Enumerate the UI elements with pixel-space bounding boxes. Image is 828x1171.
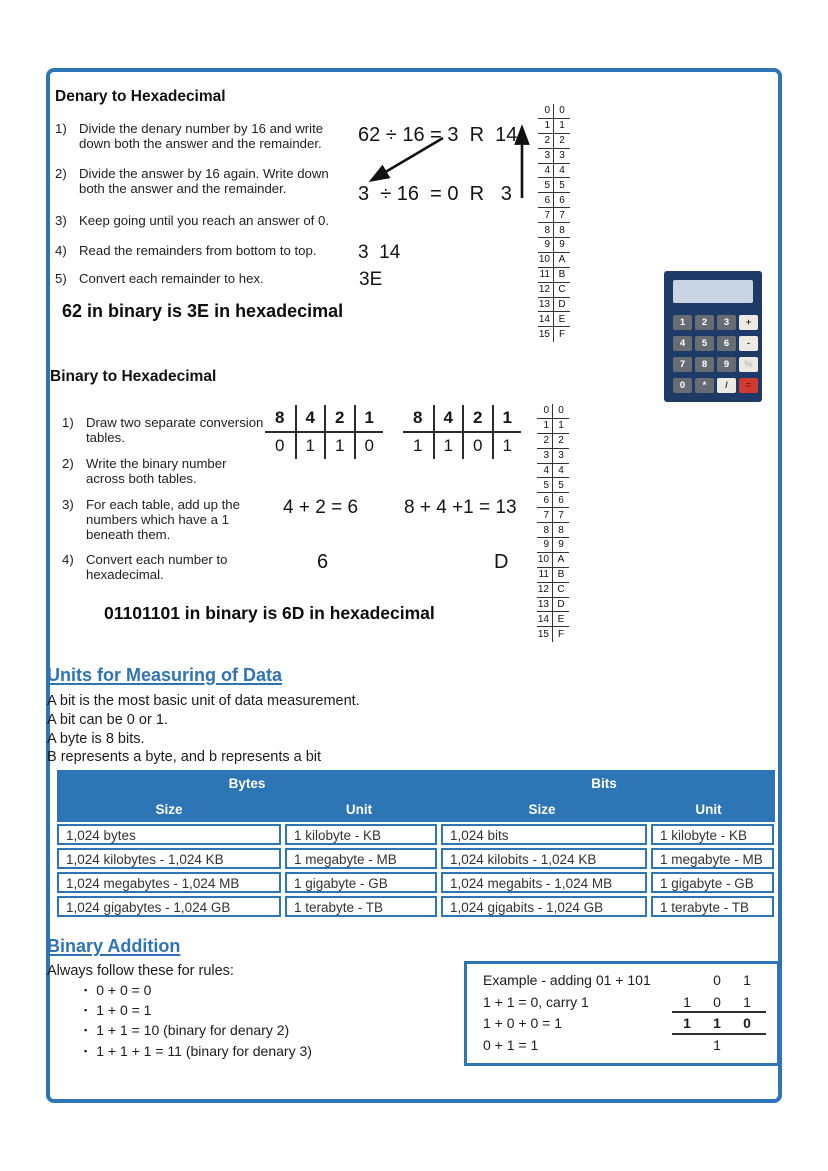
hex-value: C	[558, 284, 566, 296]
hex-row	[538, 178, 570, 193]
hex-row	[538, 238, 570, 253]
hex-row	[537, 627, 569, 642]
dec-value: 2	[538, 134, 554, 148]
division-equation-2: 3 ÷ 16 = 0 R 3	[358, 183, 512, 205]
hex-row	[538, 104, 570, 119]
step-text: Convert each remainder to hex.	[79, 271, 264, 286]
units-line: B represents a byte, and b represents a bit	[47, 749, 322, 766]
dec-value: 6	[538, 193, 554, 207]
units-table	[57, 770, 775, 917]
dec-value: 3	[538, 149, 554, 163]
calc-key: +	[739, 315, 758, 330]
hex-value: 1	[558, 420, 564, 432]
step-number: 4)	[55, 243, 67, 258]
hex-row	[538, 312, 570, 327]
conversion-table-b	[403, 405, 521, 459]
hex-value: 0	[558, 405, 564, 417]
calc-key: 9	[717, 357, 736, 372]
units-line: A bit is the most basic unit of data measurement.	[47, 693, 360, 709]
addend-row-1	[672, 970, 766, 992]
hex-row	[538, 283, 570, 298]
hex-value: 9	[559, 239, 565, 251]
step-text: Keep going until you reach an answer of 0.	[79, 213, 329, 228]
hex-value: 8	[558, 524, 564, 536]
units-line: A bit can be 0 or 1.	[47, 711, 168, 728]
sum-a: 4 + 2 = 6	[283, 497, 359, 518]
dec-value: 1	[538, 119, 554, 133]
bit-value: 0	[462, 433, 492, 459]
dec-value: 8	[538, 223, 554, 237]
denary-conclusion: 62 in binary is 3E in hexadecimal	[62, 301, 344, 321]
hex-value: 9	[558, 539, 564, 551]
hex-value: 5	[558, 479, 564, 491]
hex-row	[538, 134, 570, 149]
addition-rule-1	[84, 982, 151, 998]
table-cell: 1 kilobyte - KB	[285, 824, 437, 845]
step-text: Read the remainders from bottom to top.	[79, 243, 317, 258]
bullet-icon: ▪	[84, 1046, 88, 1056]
bit-value: 1	[413, 436, 423, 455]
table-cell: 1 terabyte - TB	[285, 896, 437, 917]
calculator-display	[673, 280, 753, 303]
hex-result-line: 3E	[359, 269, 383, 290]
addition-intro: Always follow these for rules:	[47, 963, 234, 979]
hex-value: 2	[558, 435, 564, 447]
dec-value: 11	[538, 268, 554, 282]
step-number: 2)	[62, 456, 74, 471]
col-header-size: Size	[155, 801, 183, 817]
calc-key: 4	[673, 336, 692, 351]
example-explanation	[483, 970, 651, 1056]
hex-conversion-table-1	[538, 104, 570, 342]
result-row	[672, 1013, 766, 1035]
hex-value: B	[557, 569, 565, 581]
digit: 1	[743, 972, 751, 988]
denary-step-5	[55, 271, 355, 286]
denary-step-2	[55, 166, 355, 196]
hex-value: F	[557, 629, 565, 641]
example-line: Example - adding 01 + 101	[483, 972, 651, 988]
dec-value: 4	[537, 464, 553, 478]
step-number: 3)	[62, 497, 74, 512]
digit: 1	[683, 1015, 691, 1031]
calc-key: 8	[695, 357, 714, 372]
hex-value: 5	[559, 179, 565, 191]
dec-value: 8	[537, 523, 553, 537]
weight-2: 2	[462, 405, 492, 433]
digit: 0	[713, 993, 721, 1010]
units-table-body	[57, 824, 775, 917]
calc-key: %	[739, 357, 758, 372]
step-number: 2)	[55, 166, 67, 181]
hex-row	[538, 208, 570, 223]
addend-row-2	[672, 992, 766, 1014]
table-cell: 1,024 kilobits - 1,024 KB	[441, 848, 647, 869]
weight-8: 8	[265, 405, 295, 433]
units-intro-text	[47, 692, 360, 767]
denary-step-1	[55, 121, 355, 151]
addition-section-title: Binary Addition	[47, 936, 181, 956]
table-cell: 1 gigabyte - GB	[651, 872, 774, 893]
dec-value: 0	[538, 104, 554, 118]
hex-digit-a: 6	[317, 551, 329, 573]
table-cell: 1,024 gigabytes - 1,024 GB	[57, 896, 281, 917]
hex-row	[537, 612, 569, 627]
hex-value: D	[557, 599, 565, 611]
hex-row	[538, 268, 570, 283]
dec-value: 5	[538, 178, 554, 192]
hex-row	[538, 223, 570, 238]
binary-step-2	[62, 456, 264, 486]
addition-rule-2	[84, 1002, 151, 1018]
col-header-unit: Unit	[695, 801, 722, 817]
column-header-row	[57, 796, 775, 822]
hex-digit-b: D	[494, 551, 509, 573]
calc-key: /	[717, 378, 736, 393]
hex-value: 3	[559, 150, 565, 162]
dec-value: 12	[538, 283, 554, 297]
hex-row	[537, 538, 569, 553]
digit: 1	[713, 1015, 721, 1031]
dec-value: 15	[537, 627, 553, 642]
hex-value: F	[558, 329, 566, 341]
hex-row	[537, 523, 569, 538]
calc-key: 0	[673, 378, 692, 393]
hex-value: 6	[559, 194, 565, 206]
step-text: For each table, add up the numbers which have a 1 beneath them.	[86, 497, 240, 543]
sum-b: 8 + 4 +1 = 13	[404, 497, 517, 518]
hex-row	[537, 568, 569, 583]
hex-row	[538, 193, 570, 208]
hex-value: 7	[559, 209, 565, 221]
arrows-illustration	[352, 110, 537, 210]
calc-key: 1	[673, 315, 692, 330]
calc-key: =	[739, 378, 758, 393]
weight-4: 4	[295, 405, 325, 433]
bit-value: 0	[354, 433, 384, 459]
table-cell: 1,024 kilobytes - 1,024 KB	[57, 848, 281, 869]
conversion-table-a	[265, 405, 383, 459]
dec-value: 7	[537, 508, 553, 522]
hex-row	[538, 119, 570, 134]
hex-value: 4	[558, 465, 564, 476]
table-cell: 1 kilobyte - KB	[651, 824, 774, 845]
hex-value: 8	[559, 224, 565, 236]
hex-value: 7	[558, 509, 564, 521]
hex-row	[537, 419, 569, 434]
digit	[732, 1035, 762, 1057]
rule-text: 1 + 1 + 1 = 11 (binary for denary 3)	[96, 1043, 312, 1059]
dec-value: 9	[537, 538, 553, 552]
step-text: Convert each number to hexadecimal.	[86, 552, 228, 583]
bit-value: 1	[492, 433, 522, 459]
hex-value: D	[558, 299, 566, 311]
rule-text: 1 + 1 = 10 (binary for denary 2)	[96, 1022, 290, 1038]
hex-row	[538, 164, 570, 179]
table-cell: 1 megabyte - MB	[651, 848, 774, 869]
digit	[672, 1035, 702, 1057]
dec-value: 6	[537, 493, 553, 507]
dec-value: 12	[537, 583, 553, 597]
calc-key: 6	[717, 336, 736, 351]
hex-row	[538, 298, 570, 313]
hex-row	[537, 434, 569, 449]
table-cell: 1,024 megabytes - 1,024 MB	[57, 872, 281, 893]
dec-value: 5	[537, 478, 553, 492]
hex-conversion-table-2	[537, 404, 569, 642]
hex-row	[537, 508, 569, 523]
dec-value: 9	[538, 238, 554, 252]
example-line: 0 + 1 = 1	[483, 1036, 539, 1053]
weight-1: 1	[354, 405, 384, 433]
weight-8: 8	[403, 405, 433, 433]
addition-rule-4	[84, 1043, 312, 1059]
step-number: 5)	[55, 271, 67, 286]
rule-text: 1 + 0 = 1	[96, 1002, 152, 1018]
dec-value: 1	[537, 419, 553, 433]
example-line: 1 + 0 + 0 = 1	[483, 1015, 563, 1031]
denary-step-3	[55, 213, 355, 228]
dec-value: 14	[537, 612, 553, 626]
dec-value: 15	[538, 327, 554, 342]
hex-value: C	[557, 584, 565, 596]
hex-value: 4	[559, 165, 565, 176]
step-text: Write the binary number across both tables.	[86, 456, 227, 487]
bullet-icon: ▪	[84, 1025, 88, 1035]
hex-row	[537, 598, 569, 613]
weight-4: 4	[433, 405, 463, 433]
hex-value: 2	[559, 135, 565, 147]
bit-value: 1	[433, 433, 463, 459]
hex-row	[537, 553, 569, 568]
step-text: Draw two separate conversion tables.	[86, 415, 264, 446]
hex-value: 1	[559, 120, 565, 132]
hex-value: B	[558, 269, 566, 281]
calc-key: 3	[717, 315, 736, 330]
dec-value: 13	[537, 598, 553, 612]
hex-value: 0	[559, 105, 565, 117]
step-number: 1)	[62, 415, 74, 430]
units-section-title: Units for Measuring of Data	[47, 665, 283, 685]
units-line: A byte is 8 bits.	[47, 730, 145, 747]
digit: 0	[713, 972, 721, 988]
carry-digit: 1	[713, 1036, 721, 1053]
group-header-bytes: Bytes	[228, 775, 266, 791]
dec-value: 4	[538, 164, 554, 178]
binary-section-title: Binary to Hexadecimal	[50, 368, 217, 385]
example-line: 1 + 1 = 0, carry 1	[483, 993, 589, 1010]
hex-value: A	[558, 254, 566, 266]
calculator-illustration	[664, 271, 762, 402]
binary-step-4	[62, 552, 264, 582]
division-equation-1: 62 ÷ 16 = 3 R 14	[358, 124, 518, 146]
table-cell: 1 terabyte - TB	[651, 896, 774, 917]
hex-row	[538, 253, 570, 268]
denary-step-4	[55, 243, 355, 258]
calc-key: *	[695, 378, 714, 393]
dec-value: 10	[537, 553, 553, 567]
table-cell: 1 gigabyte - GB	[285, 872, 437, 893]
dec-value: 3	[537, 449, 553, 463]
hex-row	[537, 464, 569, 479]
hex-row	[537, 583, 569, 598]
dec-value: 0	[537, 404, 553, 418]
table-cell: 1,024 bits	[441, 824, 647, 845]
dec-value: 10	[538, 253, 554, 267]
addition-rule-3	[84, 1022, 289, 1038]
group-header-row	[57, 770, 775, 796]
hex-row	[537, 493, 569, 508]
table-cell: 1,024 megabits - 1,024 MB	[441, 872, 647, 893]
hex-value: E	[557, 613, 565, 625]
dec-value: 7	[538, 208, 554, 222]
digit: 1	[683, 993, 691, 1010]
carry-row	[672, 1035, 766, 1057]
table-cell: 1,024 gigabits - 1,024 GB	[441, 896, 647, 917]
hex-value: E	[558, 313, 566, 325]
step-number: 4)	[62, 552, 74, 567]
addition-example-box	[464, 961, 780, 1066]
calc-key: 5	[695, 336, 714, 351]
hex-value: A	[557, 554, 565, 566]
bit-value: 0	[275, 436, 285, 455]
dec-value: 14	[538, 312, 554, 326]
table-cell: 1,024 bytes	[57, 824, 281, 845]
hex-value: 6	[558, 494, 564, 506]
group-header-bits: Bits	[591, 775, 617, 791]
weight-1: 1	[492, 405, 522, 433]
hex-row	[538, 327, 570, 342]
dec-value: 2	[537, 434, 553, 448]
dec-value: 13	[538, 298, 554, 312]
calc-key: 2	[695, 315, 714, 330]
binary-conclusion: 01101101 in binary is 6D in hexadecimal	[104, 603, 435, 623]
digit: 1	[743, 993, 751, 1010]
bit-value: 1	[324, 433, 354, 459]
bullet-icon: ▪	[84, 985, 88, 995]
calculator-keys	[673, 315, 758, 393]
digit: 0	[743, 1015, 751, 1031]
denary-section-title: Denary to Hexadecimal	[55, 88, 226, 105]
step-number: 3)	[55, 213, 67, 228]
hex-row	[538, 149, 570, 164]
binary-step-1	[62, 415, 264, 445]
digit	[672, 970, 702, 992]
weight-2: 2	[324, 405, 354, 433]
hex-row	[537, 404, 569, 419]
diagonal-arrow-icon	[372, 138, 443, 180]
calc-key: -	[739, 336, 758, 351]
rule-text: 0 + 0 = 0	[96, 982, 152, 998]
bullet-icon: ▪	[84, 1005, 88, 1015]
col-header-unit: Unit	[345, 801, 373, 817]
step-text: Divide the denary number by 16 and write down both the answer and the remainder.	[79, 121, 324, 152]
hex-row	[537, 449, 569, 464]
step-number: 1)	[55, 121, 67, 136]
calc-key: 7	[673, 357, 692, 372]
binary-step-3	[62, 497, 264, 543]
step-text: Divide the answer by 16 again. Write down both the answer and the remainder.	[79, 166, 329, 197]
bit-value: 1	[295, 433, 325, 459]
hex-value: 3	[558, 450, 564, 462]
dec-value: 11	[537, 568, 553, 582]
table-cell: 1 megabyte - MB	[285, 848, 437, 869]
col-header-size: Size	[528, 801, 556, 817]
remainders-line: 3 14	[358, 242, 401, 263]
hex-row	[537, 478, 569, 493]
example-working	[672, 970, 766, 1056]
units-table-header	[57, 770, 775, 822]
